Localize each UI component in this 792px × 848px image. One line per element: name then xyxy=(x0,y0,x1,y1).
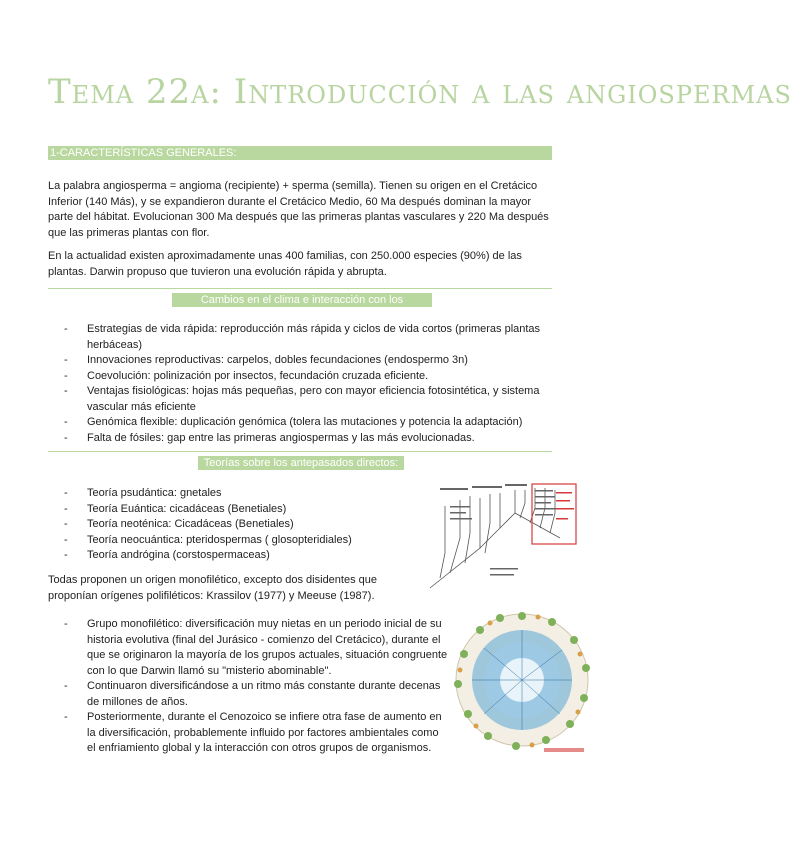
list-item: - Falta de fósiles: gap entre las primeras angiospermas y las más evolucionadas. xyxy=(64,431,544,447)
subheading-teorias: Teorías sobre los antepasados directos: xyxy=(198,456,404,470)
list-item: - Genómica flexible: duplicación genómica (tolera las mutaciones y potencia la adaptación) xyxy=(64,415,544,431)
divider xyxy=(48,288,552,289)
phylogeny-tree-figure xyxy=(420,478,580,598)
divider xyxy=(48,451,552,452)
list-item: - Ventajas fisiológicas: hojas más pequeñas, pero con mayor eficiencia fotosintética, y sistema vascular más eficiente xyxy=(64,384,544,415)
circular-phylogeny-figure xyxy=(452,608,592,758)
list-teorias xyxy=(64,486,404,564)
subheading-cambios: Cambios en el clima e interacción con los animales: xyxy=(172,293,432,307)
list-item: - Posteriormente, durante el Cenozoico se infiere otra fase de aumento en la diversificación, probablemente influido por factores ambientales como el enfriamiento global y la interacción con otros grupos de organismos. xyxy=(64,710,448,757)
list-item: - Estrategias de vida rápida: reproducción más rápida y ciclos de vida cortos (primeras plantas herbáceas) xyxy=(64,322,544,353)
list-item: - Teoría neocuántica: pteridospermas ( glosopteridiales) xyxy=(64,533,404,549)
list-item: - Teoría Euántica: cicadáceas (Benetiales) xyxy=(64,502,404,518)
paragraph-origen: La palabra angiosperma = angioma (recipiente) + sperma (semilla). Tienen su origen en el Cretácico Inferior (140 Más), y se expandieron durante el Cretácico Medio, 60 Ma después dominan la mayor parte del hábitat. Evolucionan 300 Ma después que las primeras plantas vasculares y 220 Ma después que las primeras plantas con flor. xyxy=(48,180,549,239)
list-item: - Teoría andrógina (corstospermaceas) xyxy=(64,548,404,564)
list-item: - Grupo monofilético: diversificación muy nietas en un periodo inicial de su historia evolutiva (final del Jurásico - comienzo del Cretácico), durante el que se originaron la mayoría de los grupos actuales, situación congruente con lo que Darwin llamó su "misterio abominable". xyxy=(64,617,448,679)
list-item: - Teoría neoténica: Cicadáceas (Benetiales) xyxy=(64,517,404,533)
page-title: Tema 22a: Introducción a las angiospermas xyxy=(48,72,792,112)
paragraph-monofiletico: Todas proponen un origen monofilético, excepto dos disidentes que proponían orígenes polifiléticos: Krassilov (1977) y Meeuse (1987). xyxy=(48,574,378,602)
list-item: - Teoría psudántica: gnetales xyxy=(64,486,404,502)
list-item: - Continuaron diversificándose a un ritmo más constante durante decenas de millones de años. xyxy=(64,679,448,710)
paragraph-actualidad: En la actualidad existen aproximadamente unas 400 familias, con 250.000 especies (90%) de las plantas. Darwin propuso que tuvieron una evolución rápida y abrupta. xyxy=(48,250,522,278)
list-item: - Innovaciones reproductivas: carpelos, dobles fecundaciones (endospermo 3n) xyxy=(64,353,544,369)
list-diversificacion xyxy=(64,617,448,757)
list-item: - Coevolución: polinización por insectos, fecundación cruzada eficiente. xyxy=(64,369,544,385)
section-heading-caracteristicas: 1-CARACTERÍSTICAS GENERALES: xyxy=(48,146,552,160)
list-cambios xyxy=(64,322,544,446)
